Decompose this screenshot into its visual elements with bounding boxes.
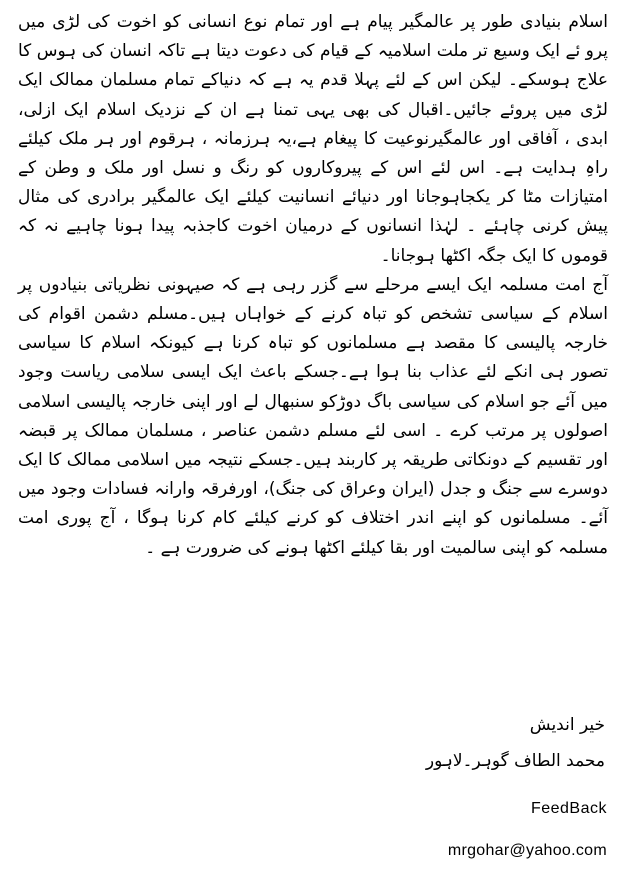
author-signature: محمد الطاف گوہر۔لاہور [425, 751, 605, 771]
feedback-label: FeedBack [530, 800, 607, 817]
article-paragraph-1: اسلام بنیادی طور پر عالمگیر پیام ہے اور تمام نوع انسانی کو اخوت کی لڑی میں پرو ئے ایک وسیع تر ملت اسلامیہ کے قیام کی دعوت دیتا ہے تاکہ انسان کی ہوس کا علاج ہوسکے۔ لیکن اس کے لئے پہلا قدم یہ ہے کہ دنیاکے تمام مسلمان ممالک ایک لڑی میں پروئے جائیں۔اقبال کی بھی یہی تمنا ہے ان کے نزدیک اسلام ایک ازلی، ابدی ، آفاقی اور عالمگیرنوعیت کا پیغام ہے،یہ ہرزمانہ ، ہرقوم اور ہر ملک کیلئے راہِ ہدایت ہے۔ اس لئے اس کے پیروکاروں کو رنگ و نسل اور ملک و وطن کے امتیازات مٹا کر یکجاہوجانا اور دنیائے انسانیت کیلئے ایک عالمگیر برادری کی مثال پیش کرنی چاہئے ۔ لہٰذا انسانوں کے درمیان اخوت کاجذبہ پیدا ہونا چاہیے نہ کہ قوموں کا ایک جگہ اکٹھا ہوجانا۔ [18, 12, 608, 266]
closing-salutation: خیر اندیش [529, 715, 605, 735]
article-paragraph-2: آج امت مسلمہ ایک ایسے مرحلے سے گزر رہی ہے کہ صیہونی نظریاتی بنیادوں پر اسلام کے سیاسی تشخص کو تباہ کرنے کے خواہاں ہیں۔مسلم دشمن اقوام کی خارجہ پالیسی کا مقصد ہے مسلمانوں کو تباہ کرنا ہے کیونکہ اسلام کا سیاسی تصور ہی انکے لئے عذاب بنا ہوا ہے۔جسکے باعث ایک ایسی سلامی ریاست وجود میں آئے جو اسلام کی سیاسی باگ دوڑکو سنبھال لے اور اپنی خارجہ پالیسی اسلامی اصولوں پر مرتب کرے ۔ اسی لئے مسلم دشمن عناصر ، مسلمان ممالک پر قبضہ اور تقسیم کے دونکاتی طریقہ پر کاربند ہیں۔جسکے نتیجہ میں اسلامی ممالک کا ایک دوسرے سے جنگ و جدل (ایران وعراق کی جنگ)، اورفرقہ وارانہ فسادات وجود میں آئے۔ مسلمانوں کو اپنے اندر اختلاف کو کرنے کیلئے کام کرنا ہوگا ، آج پوری امت مسلمہ کو اپنی سالمیت اور بقا کیلئے اکٹھا ہونے کی ضرورت ہے ۔ [18, 274, 608, 558]
article-body [18, 8, 608, 563]
contact-email-link[interactable]: mrgohar@yahoo.com [447, 842, 607, 859]
